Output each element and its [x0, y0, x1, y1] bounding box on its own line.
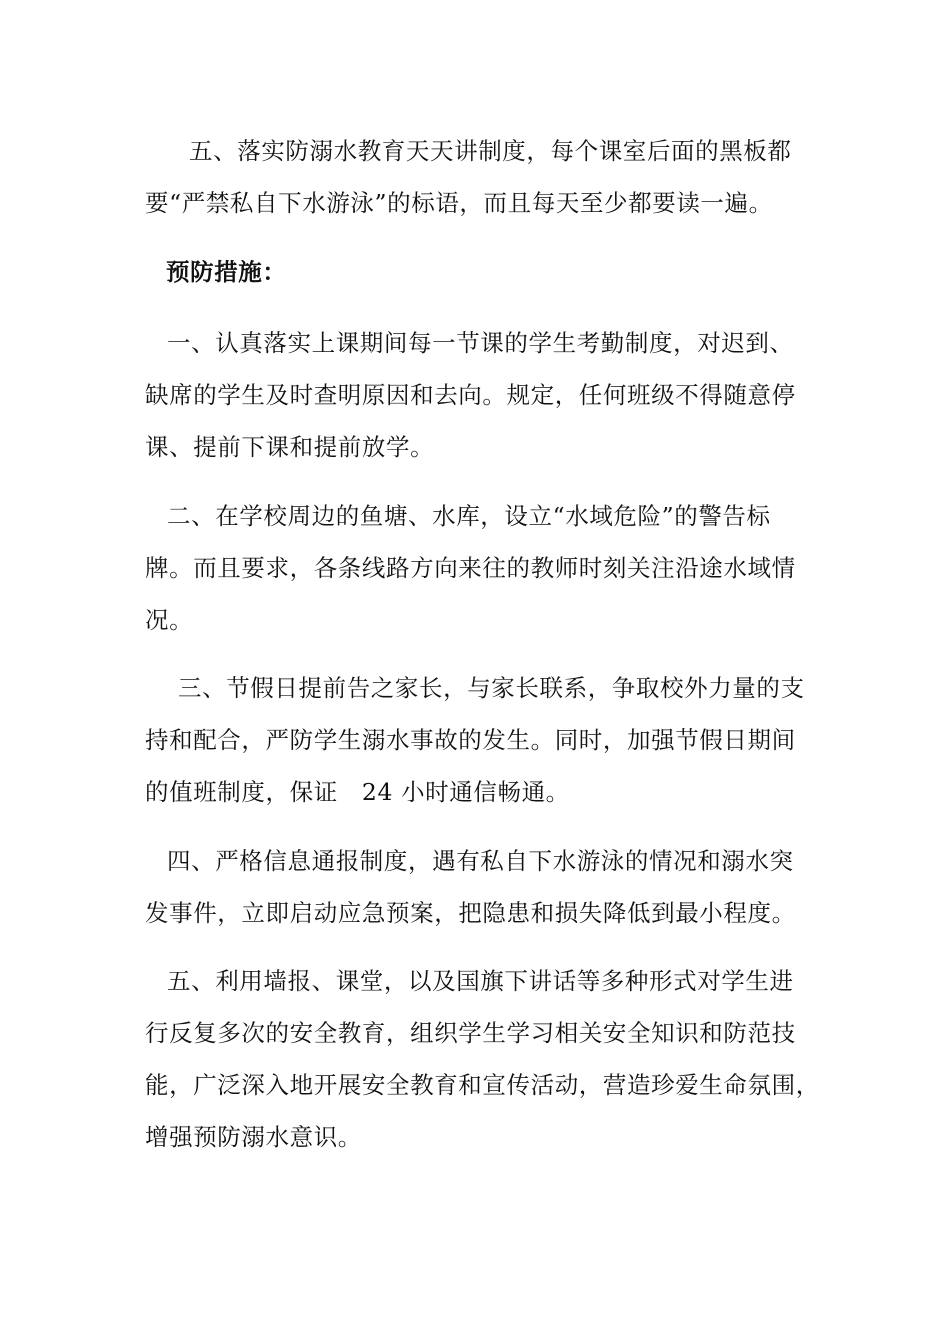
measure-5-line-3: 能，广泛深入地开展安全教育和宣传活动，营造珍爱生命氛围， [145, 1071, 820, 1099]
intro-line-1: 五、落实防溺水教育天天讲制度，每个课室后面的黑板都 [189, 137, 792, 165]
measure-3-line-2: 持和配合，严防学生溺水事故的发生。同时，加强节假日期间 [145, 726, 796, 754]
measure-paragraph-2 [145, 490, 825, 646]
measure-paragraph-4 [145, 835, 825, 939]
section-heading: 预防措施： [166, 258, 287, 286]
measure-2-line-1: 二、在学校周边的鱼塘、水库，设立“水域危险”的警告标 [167, 502, 771, 530]
measure-3-line-1: 三、节假日提前告之家长，与家长联系，争取校外力量的支 [178, 674, 805, 702]
intro-paragraph [145, 125, 825, 229]
measure-3-line-3: 的值班制度，保证 24 小时通信畅通。 [145, 778, 570, 806]
measure-paragraph-3 [145, 662, 825, 818]
measure-4-line-1: 四、严格信息通报制度，遇有私自下水游泳的情况和溺水突 [167, 847, 794, 875]
measure-4-line-2: 发事件，立即启动应急预案，把隐患和损失降低到最小程度。 [145, 899, 796, 927]
measure-1-line-2: 缺席的学生及时查明原因和去向。规定，任何班级不得随意停 [145, 381, 796, 409]
measure-1-line-3: 课、提前下课和提前放学。 [145, 433, 435, 461]
measure-5-line-2: 行反复多次的安全教育，组织学生学习相关安全知识和防范技 [145, 1019, 796, 1047]
measure-paragraph-5 [145, 955, 825, 1163]
measure-5-line-4: 增强预防溺水意识。 [145, 1123, 362, 1151]
intro-line-2: 要“严禁私自下水游泳”的标语，而且每天至少都要读一遍。 [145, 189, 773, 217]
measure-2-line-2: 牌。而且要求，各条线路方向来往的教师时刻关注沿途水域情 [145, 554, 796, 582]
measure-1-line-1: 一、认真落实上课期间每一节课的学生考勤制度，对迟到、 [167, 329, 794, 357]
measure-5-line-1: 五、利用墙报、课堂，以及国旗下讲话等多种形式对学生进 [167, 967, 794, 995]
measure-paragraph-1 [145, 317, 825, 473]
measure-2-line-3: 况。 [145, 606, 194, 634]
